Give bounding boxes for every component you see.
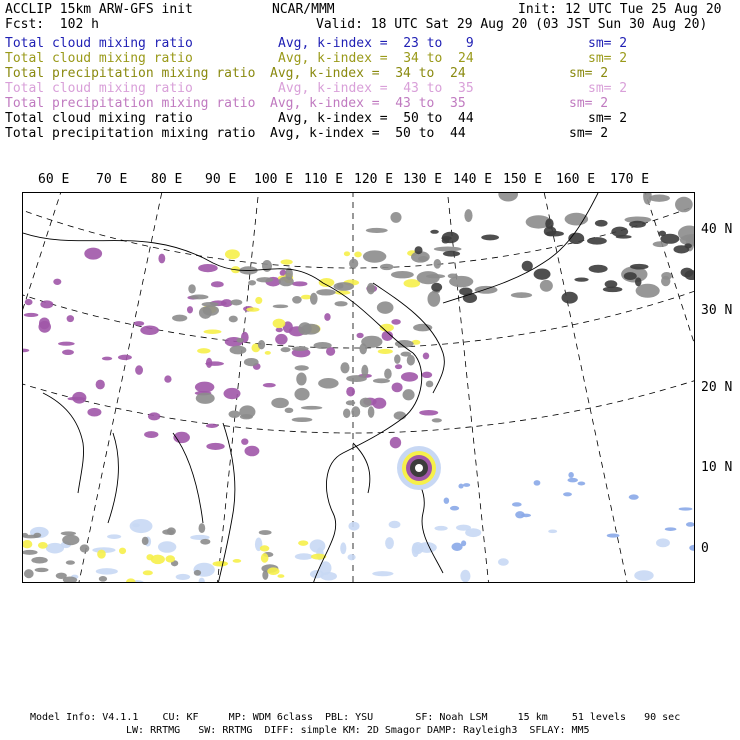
- gray-cloud-patch: [292, 417, 313, 422]
- precip-patch: [67, 315, 74, 322]
- dark-cloud-band: [616, 235, 632, 239]
- yellow-cloud-patch: [260, 545, 270, 551]
- gray-cloud-patch: [24, 569, 34, 578]
- dark-cloud-band: [544, 226, 557, 236]
- gray-cloud-patch: [367, 283, 375, 294]
- gray-cloud-patch: [384, 368, 392, 379]
- gray-cloud-patch: [464, 209, 472, 222]
- dark-cloud-band: [629, 221, 646, 228]
- gray-cloud-patch: [377, 301, 394, 313]
- dark-cloud-band: [589, 265, 608, 273]
- gray-cloud-patch: [244, 358, 259, 366]
- gray-cloud-patch: [281, 347, 291, 352]
- dark-cloud-band: [587, 237, 607, 245]
- lon-label: 70 E: [96, 172, 128, 187]
- gray-cloud-patch: [351, 406, 360, 417]
- yellow-cloud-patch: [38, 542, 48, 549]
- gray-cloud-patch: [316, 289, 335, 295]
- light-cloud-patch: [107, 534, 121, 539]
- gray-cloud-patch: [373, 378, 390, 383]
- gray-cloud-patch: [675, 197, 693, 213]
- gray-cloud-patch: [295, 365, 309, 370]
- blue-cloud-patch: [521, 514, 531, 518]
- lon-label: 80 E: [151, 172, 183, 187]
- light-cloud-patch: [158, 541, 176, 553]
- gray-cloud-patch: [643, 193, 652, 204]
- precip-patch: [164, 375, 171, 382]
- precip-patch: [118, 355, 132, 360]
- blue-cloud-patch: [567, 478, 577, 482]
- light-cloud-patch: [310, 539, 326, 552]
- gray-cloud-patch: [418, 256, 428, 262]
- field-smoothing: sm= 2: [569, 96, 609, 111]
- gray-cloud-patch: [340, 362, 349, 373]
- gray-cloud-patch: [230, 346, 247, 355]
- dark-cloud-band: [630, 264, 648, 270]
- precip-patch: [135, 365, 143, 375]
- yellow-cloud-patch: [265, 351, 271, 355]
- gray-cloud-patch: [368, 406, 375, 418]
- field-name: Total cloud mixing ratio: [5, 51, 193, 66]
- precip-patch: [58, 342, 75, 346]
- blue-cloud-patch: [563, 492, 572, 496]
- lat-label: 10 N: [701, 460, 733, 475]
- precip-patch: [391, 319, 400, 325]
- gray-cloud-patch: [23, 550, 38, 555]
- coastline: [353, 443, 370, 493]
- yellow-cloud-patch: [344, 251, 350, 256]
- field-level-range: Avg, k-index = 50 to 44: [270, 126, 466, 141]
- gray-cloud-patch: [273, 305, 288, 309]
- precip-patch: [211, 281, 224, 287]
- gray-cloud-patch: [196, 393, 215, 404]
- model-info-line1: Model Info: V4.1.1 CU: KF MP: WDM 6class PBL: YSU SF: Noah LSM 15 km 51 levels 90 sec: [30, 712, 681, 723]
- gray-cloud-patch: [285, 408, 294, 413]
- lon-label: 100 E: [254, 172, 294, 187]
- yellow-cloud-patch: [246, 307, 259, 311]
- gray-cloud-patch: [256, 277, 273, 282]
- gray-cloud-patch: [390, 212, 401, 223]
- precip-patch: [372, 398, 386, 409]
- blue-cloud-patch: [607, 534, 620, 538]
- gray-cloud-patch: [346, 400, 355, 405]
- gray-cloud-patch: [360, 398, 372, 408]
- blue-cloud-patch: [512, 502, 522, 506]
- field-level-range: Avg, k-index = 43 to 35: [270, 96, 466, 111]
- gray-cloud-patch: [188, 284, 196, 293]
- gray-cloud-patch: [259, 530, 272, 535]
- gray-cloud-patch: [271, 398, 289, 408]
- field-name: Total precipitation mixing ratio: [5, 96, 256, 111]
- precip-patch: [39, 317, 50, 329]
- gray-cloud-patch: [432, 418, 442, 422]
- model-title: ACCLIP 15km ARW-GFS init: [5, 2, 193, 17]
- blue-cloud-patch: [452, 543, 463, 551]
- gray-cloud-patch: [334, 282, 355, 291]
- precip-patch: [263, 383, 276, 387]
- gray-cloud-patch: [292, 346, 309, 351]
- precip-patch: [187, 306, 193, 313]
- field-name: Total precipitation mixing ratio: [5, 66, 256, 81]
- dark-cloud-band: [481, 234, 499, 240]
- precip-patch: [395, 364, 402, 369]
- dark-cloud-band: [659, 231, 667, 236]
- gray-cloud-patch: [99, 576, 107, 582]
- gray-cloud-patch: [361, 336, 382, 348]
- gray-cloud-patch: [292, 296, 302, 304]
- longitude-line: [23, 193, 137, 583]
- lon-label: 160 E: [556, 172, 596, 187]
- gray-cloud-patch: [236, 338, 243, 343]
- gray-cloud-patch: [296, 372, 306, 385]
- precip-patch: [356, 333, 363, 338]
- gray-cloud-patch: [434, 247, 462, 252]
- field-level-range: Avg, k-index = 43 to 35: [278, 81, 474, 96]
- blue-cloud-patch: [689, 545, 695, 551]
- gray-cloud-patch: [61, 531, 76, 535]
- precip-patch: [422, 372, 433, 378]
- dark-cloud-band: [574, 278, 588, 282]
- yellow-cloud-patch: [97, 550, 106, 559]
- gray-cloud-patch: [498, 193, 518, 202]
- blue-cloud-patch: [679, 507, 693, 510]
- precip-patch: [158, 254, 165, 264]
- gray-cloud-patch: [361, 365, 368, 377]
- dark-cloud-band: [431, 283, 442, 292]
- gray-cloud-patch: [661, 272, 672, 280]
- light-cloud-patch: [656, 538, 670, 547]
- gray-cloud-patch: [540, 280, 553, 292]
- lon-label: 150 E: [503, 172, 543, 187]
- yellow-cloud-patch: [119, 548, 126, 555]
- yellow-cloud-patch: [267, 567, 279, 575]
- longitude-line: [426, 193, 510, 583]
- precip-patch: [346, 387, 355, 397]
- gray-cloud-patch: [31, 557, 47, 564]
- light-cloud-patch: [295, 553, 313, 560]
- light-cloud-patch: [340, 542, 346, 554]
- institution-label: NCAR/MMM: [272, 2, 335, 17]
- dark-cloud-band: [430, 230, 439, 234]
- precip-patch: [244, 446, 259, 457]
- gray-cloud-patch: [248, 280, 256, 285]
- yellow-cloud-patch: [143, 570, 153, 575]
- light-cloud-patch: [465, 528, 481, 537]
- gray-cloud-patch: [172, 315, 187, 322]
- field-level-range: Avg, k-index = 23 to 9: [278, 36, 474, 51]
- field-smoothing: sm= 2: [569, 126, 609, 141]
- precip-patch: [241, 438, 248, 445]
- forecast-map: [22, 192, 695, 583]
- gray-cloud-patch: [66, 560, 75, 564]
- gray-cloud-patch: [475, 286, 498, 294]
- yellow-cloud-patch: [225, 249, 240, 259]
- dark-cloud-band: [673, 245, 689, 253]
- light-cloud-patch: [199, 578, 205, 583]
- light-cloud-patch: [498, 558, 509, 565]
- longitude-line: [41, 193, 207, 583]
- blue-cloud-patch: [463, 483, 470, 487]
- yellow-cloud-patch: [197, 348, 210, 353]
- precip-patch: [25, 299, 33, 305]
- coastline: [23, 233, 413, 353]
- gray-cloud-patch: [334, 301, 347, 306]
- dark-cloud-band: [443, 251, 460, 257]
- dark-cloud-band: [562, 292, 578, 304]
- gray-cloud-patch: [162, 529, 174, 535]
- gray-cloud-patch: [434, 259, 442, 269]
- gray-cloud-patch: [426, 381, 434, 388]
- field-smoothing: sm= 2: [588, 51, 628, 66]
- yellow-cloud-patch: [277, 574, 284, 578]
- field-smoothing: sm= 2: [569, 66, 609, 81]
- yellow-cloud-patch: [273, 319, 286, 328]
- precip-patch: [423, 352, 429, 359]
- dark-cloud-band: [605, 280, 618, 288]
- gray-cloud-patch: [394, 411, 406, 419]
- yellow-cloud-patch: [404, 279, 421, 287]
- coastline: [173, 433, 203, 523]
- light-cloud-patch: [348, 554, 356, 560]
- field-smoothing: sm= 2: [588, 81, 628, 96]
- dark-cloud-band: [442, 238, 450, 244]
- dark-cloud-band: [624, 272, 637, 280]
- precip-patch: [140, 326, 159, 335]
- yellow-cloud-patch: [319, 278, 335, 287]
- blue-cloud-patch: [577, 482, 585, 486]
- lat-label: 20 N: [701, 380, 733, 395]
- gray-cloud-patch: [449, 276, 473, 288]
- light-cloud-patch: [372, 571, 393, 576]
- precip-patch: [324, 313, 330, 321]
- coastlines: [23, 193, 598, 583]
- light-cloud-patch: [434, 526, 447, 531]
- gray-cloud-patch: [298, 322, 312, 335]
- dark-cloud-band: [415, 246, 423, 254]
- yellow-cloud-patch: [23, 540, 32, 548]
- gray-cloud-patch: [62, 535, 79, 545]
- gray-cloud-patch: [363, 250, 386, 262]
- blue-cloud-patch: [534, 480, 541, 486]
- light-cloud-patch: [348, 522, 359, 531]
- lat-label: 0: [701, 541, 709, 556]
- lon-label: 60 E: [38, 172, 70, 187]
- header: [0, 0, 740, 150]
- field-level-range: Avg, k-index = 50 to 44: [278, 111, 474, 126]
- field-name: Total cloud mixing ratio: [5, 111, 193, 126]
- gray-cloud-patch: [199, 523, 206, 533]
- yellow-cloud-patch: [298, 540, 308, 545]
- yellow-cloud-patch: [301, 295, 312, 300]
- valid-time: Valid: 18 UTC Sat 29 Aug 20 (03 JST Sun 30 Aug 20): [316, 17, 708, 32]
- precip-patch: [198, 264, 218, 272]
- gray-cloud-patch: [391, 271, 414, 278]
- light-cloud-patch: [96, 568, 118, 574]
- field-name: Total precipitation mixing ratio: [5, 126, 256, 141]
- yellow-cloud-patch: [261, 553, 269, 563]
- light-cloud-patch: [634, 570, 653, 581]
- gray-cloud-patch: [200, 539, 210, 545]
- light-cloud-patch: [417, 542, 437, 553]
- precip-patch: [206, 358, 212, 368]
- field-smoothing: sm= 2: [588, 111, 628, 126]
- precip-patch: [24, 313, 39, 317]
- yellow-cloud-patch: [378, 349, 393, 354]
- field-name: Total cloud mixing ratio: [5, 81, 193, 96]
- light-cloud-patch: [460, 570, 470, 583]
- precip-patch: [195, 382, 214, 393]
- gray-cloud-patch: [349, 259, 358, 269]
- blue-cloud-patch: [450, 506, 459, 511]
- precip-patch: [102, 357, 112, 361]
- gray-cloud-patch: [380, 264, 394, 270]
- map-canvas: [23, 193, 695, 583]
- yellow-cloud-patch: [255, 297, 262, 304]
- lon-label: 110 E: [304, 172, 344, 187]
- blue-cloud-patch: [444, 497, 450, 503]
- gray-cloud-patch: [417, 271, 440, 284]
- gray-cloud-patch: [294, 388, 309, 401]
- precip-patch: [401, 372, 418, 382]
- typhoon-eye: [415, 464, 423, 472]
- yellow-cloud-patch: [151, 555, 165, 565]
- model-info-line2: LW: RRTMG SW: RRTMG DIFF: simple KM: 2D Smagor DAMP: Rayleigh3 SFLAY: MM5: [126, 725, 590, 736]
- gray-cloud-patch: [427, 291, 440, 307]
- yellow-cloud-patch: [126, 578, 136, 583]
- yellow-cloud-patch: [281, 259, 293, 264]
- blue-cloud-patch: [686, 522, 695, 527]
- gray-cloud-patch: [366, 228, 388, 233]
- light-cloud-patch: [132, 523, 139, 527]
- blue-cloud-patch: [568, 472, 574, 478]
- gray-cloud-patch: [310, 293, 318, 305]
- gray-cloud-patch: [337, 283, 343, 289]
- lon-label: 120 E: [354, 172, 394, 187]
- gray-cloud-patch: [394, 354, 400, 363]
- light-cloud-patch: [176, 574, 190, 580]
- field-smoothing: sm= 2: [588, 36, 628, 51]
- yellow-cloud-patch: [165, 555, 175, 562]
- init-time: Init: 12 UTC Tue 25 Aug 20: [518, 2, 722, 17]
- gray-cloud-patch: [80, 544, 90, 552]
- gray-cloud-patch: [229, 410, 241, 417]
- gray-cloud-patch: [142, 537, 149, 545]
- light-cloud-patch: [389, 521, 401, 528]
- precip-patch: [72, 392, 86, 404]
- field-name: Total cloud mixing ratio: [5, 36, 193, 51]
- lat-label: 30 N: [701, 303, 733, 318]
- gray-cloud-patch: [413, 324, 432, 332]
- light-cloud-patch: [385, 537, 394, 549]
- precip-patch: [144, 431, 158, 438]
- precip-patch: [206, 424, 218, 428]
- gray-cloud-patch: [649, 195, 670, 202]
- gray-cloud-patch: [240, 414, 253, 419]
- gray-cloud-patch: [230, 299, 242, 305]
- precip-patch: [87, 408, 101, 417]
- lon-label: 130 E: [403, 172, 443, 187]
- precip-patch: [84, 248, 102, 260]
- gray-cloud-patch: [35, 568, 49, 572]
- gray-cloud-patch: [190, 295, 209, 300]
- gray-cloud-patch: [407, 355, 415, 366]
- gray-cloud-patch: [565, 213, 588, 226]
- precip-patch: [292, 281, 307, 286]
- coastline: [108, 433, 118, 523]
- field-level-range: Avg, k-index = 34 to 24: [270, 66, 466, 81]
- gray-cloud-patch: [511, 292, 532, 298]
- gray-cloud-patch: [194, 570, 201, 576]
- lon-label: 90 E: [205, 172, 237, 187]
- gray-cloud-patch: [229, 316, 238, 323]
- gray-cloud-patch: [203, 305, 219, 315]
- precip-patch: [276, 327, 283, 332]
- blue-cloud-patch: [629, 494, 639, 499]
- dark-cloud-band: [534, 269, 551, 280]
- precip-patch: [62, 350, 74, 355]
- precip-patch: [148, 412, 160, 420]
- yellow-cloud-patch: [233, 559, 242, 563]
- gray-cloud-patch: [202, 302, 219, 307]
- lat-label: 40 N: [701, 222, 733, 237]
- gray-cloud-patch: [343, 408, 350, 418]
- precip-patch: [419, 410, 438, 416]
- lon-label: 140 E: [453, 172, 493, 187]
- gray-cloud-patch: [314, 342, 332, 349]
- blue-cloud-patch: [458, 484, 463, 489]
- field-level-range: Avg, k-index = 34 to 24: [278, 51, 474, 66]
- typhoon-eye: [397, 446, 441, 490]
- longitude-line: [499, 193, 665, 583]
- lon-label: 170 E: [610, 172, 650, 187]
- precip-patch: [23, 349, 29, 353]
- dark-cloud-band: [595, 220, 608, 227]
- precip-patch: [223, 388, 240, 399]
- precip-patch: [206, 443, 224, 450]
- precip-patch: [134, 321, 144, 326]
- precip-patch: [40, 300, 53, 308]
- dark-cloud-band: [635, 277, 642, 286]
- yellow-cloud-patch: [354, 251, 362, 257]
- yellow-cloud-patch: [204, 330, 222, 334]
- gray-cloud-patch: [23, 535, 39, 539]
- precip-patch: [53, 279, 61, 285]
- gray-cloud-patch: [262, 260, 272, 272]
- cloud-precip-fields: [23, 193, 695, 583]
- precip-patch: [275, 334, 287, 345]
- precip-patch: [390, 437, 401, 449]
- longitude-line: [23, 193, 68, 583]
- gray-cloud-patch: [403, 389, 415, 400]
- light-cloud-patch: [412, 543, 420, 557]
- gray-cloud-patch: [301, 406, 322, 410]
- precip-patch: [392, 382, 403, 392]
- forecast-hour: Fcst: 102 h: [5, 17, 99, 32]
- latitude-line: [23, 193, 695, 433]
- gray-cloud-patch: [258, 340, 265, 349]
- coastline: [43, 393, 84, 493]
- blue-cloud-patch: [665, 527, 677, 531]
- gray-cloud-patch: [318, 378, 339, 389]
- precip-patch: [96, 380, 105, 390]
- gray-cloud-patch: [346, 375, 367, 382]
- light-cloud-patch: [548, 530, 557, 534]
